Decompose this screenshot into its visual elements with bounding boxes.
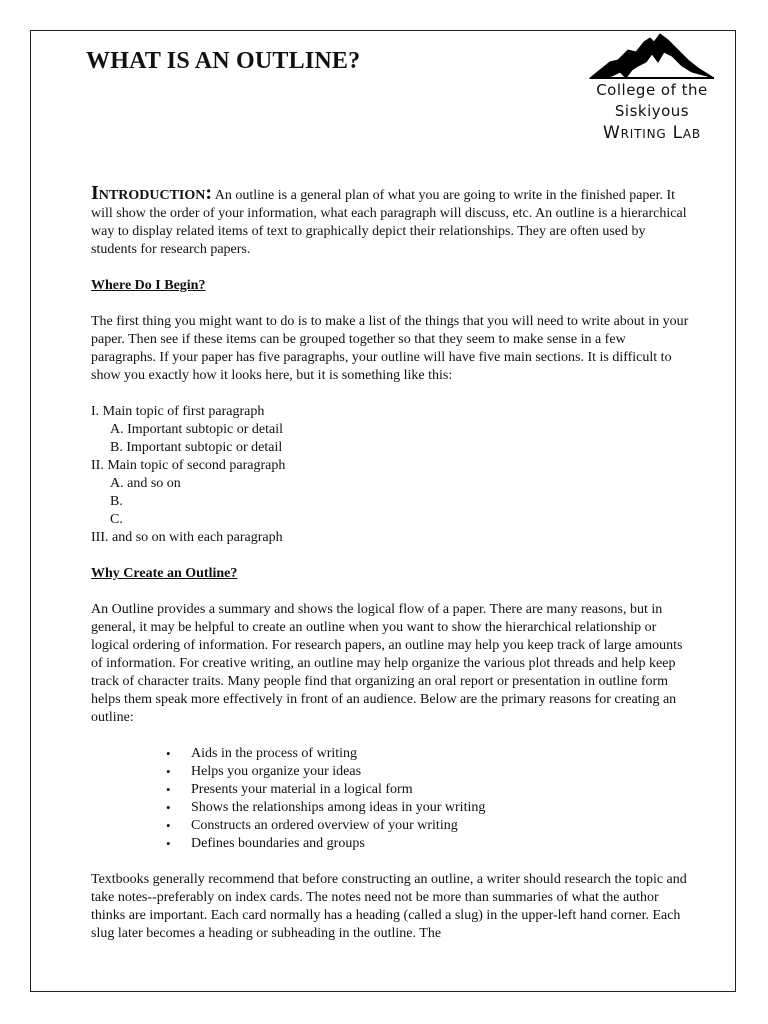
college-logo <box>586 32 718 145</box>
logo-line-siskiyous: Siskiyous <box>614 102 690 120</box>
reason-list-item: • Helps you organize your ideas <box>191 763 691 781</box>
outline-example-line: I. Main topic of first paragraph <box>91 404 265 419</box>
outline-example-line: B. <box>110 494 123 509</box>
textbooks-paragraph: Textbooks generally recommend that before constructing an outline, a writer should research the topic and take notes--preferably on index cards. The notes need not be more than summaries of what the author thinks are important. Each card normally has a heading (called a slug) in the upper-left hand corner. Each slug later becomes a heading or subheading in the outline. The <box>91 872 687 941</box>
where-paragraph: The first thing you might want to do is to make a list of the things that you will need to write about in your paper. Then see if these items can be grouped together so that they seem to make sense in a few paragraphs. If your paper has five paragraphs, your outline will have five main sections. It is difficult to show you exactly how it looks here, but it is something like this: <box>91 314 689 383</box>
outline-example-line: B. Important subtopic or detail <box>110 440 283 455</box>
logo-line-college: College of the <box>596 81 708 99</box>
why-heading: Why Create an Outline? <box>91 566 238 581</box>
reason-list-item: • Constructs an ordered overview of your writing <box>191 817 691 835</box>
outline-example <box>91 403 691 547</box>
intro-paragraph <box>91 184 691 259</box>
page-title: WHAT IS AN OUTLINE? <box>86 48 361 74</box>
outline-example-line: II. Main topic of second paragraph <box>91 458 286 473</box>
outline-example-line: III. and so on with each paragraph <box>91 530 283 545</box>
intro-heading: Introduction: <box>91 182 213 204</box>
reason-list-item: • Aids in the process of writing <box>191 745 691 763</box>
reason-list-item: • Presents your material in a logical form <box>191 781 691 799</box>
why-paragraph: An Outline provides a summary and shows the logical flow of a paper. There are many reasons, but in general, it may be helpful to create an outline when you want to show the hierarchical relationship or logical ordering of information. For research papers, an outline may help you keep track of large amounts of information. For creative writing, an outline may help organize the various plot threads and help keep track of character traits. Many people find that organizing an oral report or presentation in outline form helps them speak more effectively in front of an audience. Below are the primary reasons for creating an outline: <box>91 602 683 725</box>
reason-list-item: • Shows the relationships among ideas in your writing <box>191 799 691 817</box>
document-body <box>91 184 691 943</box>
logo-line-writing-lab: Writing Lab <box>603 123 701 143</box>
mountain-icon <box>588 32 716 80</box>
intro-text: An outline is a general plan of what you are going to write in the finished paper. It will show the order of your information, what each paragraph will discuss, etc. An outline is a hierarchical way to display related items of text to graphically depict their relationships. They are often used by students for research papers. <box>91 188 687 257</box>
outline-example-line: C. <box>110 512 123 527</box>
reason-list-item: • Defines boundaries and groups <box>191 835 691 853</box>
outline-example-line: A. and so on <box>110 476 181 491</box>
outline-example-line: A. Important subtopic or detail <box>110 422 284 437</box>
reasons-list <box>91 745 691 853</box>
where-heading: Where Do I Begin? <box>91 278 206 293</box>
